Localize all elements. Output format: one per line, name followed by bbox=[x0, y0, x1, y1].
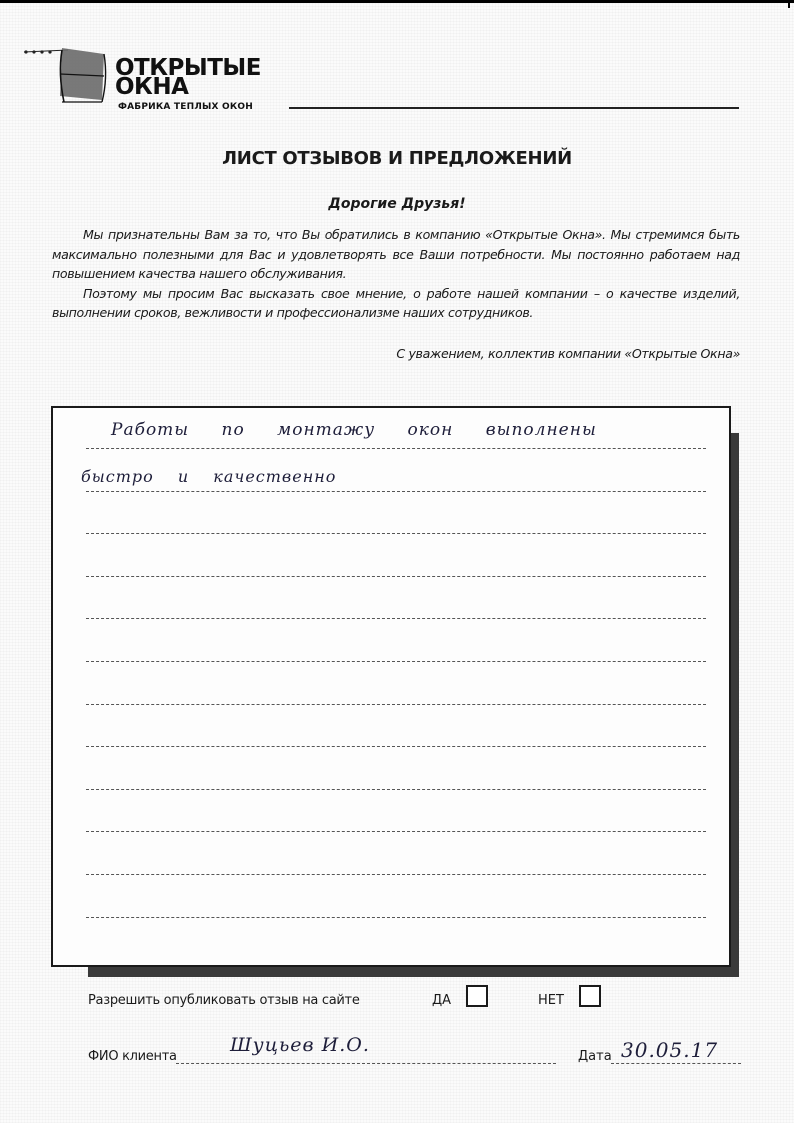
feedback-ruled-line bbox=[86, 917, 706, 918]
date-underline bbox=[611, 1063, 741, 1064]
intro-text bbox=[52, 225, 740, 323]
feedback-ruled-line bbox=[86, 789, 706, 790]
feedback-text-line[interactable]: быстро и качественно bbox=[81, 466, 337, 486]
no-label: НЕТ bbox=[538, 993, 564, 1008]
page-title: ЛИСТ ОТЗЫВОВ И ПРЕДЛОЖЕНИЙ bbox=[222, 148, 572, 169]
publish-consent-label: Разрешить опубликовать отзыв на сайте bbox=[88, 993, 360, 1008]
feedback-text-line[interactable]: Работы по монтажу окон выполнены bbox=[111, 420, 597, 440]
feedback-ruled-line bbox=[86, 746, 706, 747]
feedback-box[interactable] bbox=[51, 406, 731, 967]
feedback-ruled-line bbox=[86, 618, 706, 619]
window-logo-icon bbox=[22, 44, 112, 104]
feedback-ruled-line bbox=[86, 576, 706, 577]
yes-label: ДА bbox=[432, 993, 452, 1008]
client-name-field[interactable]: Шуцьев И.О. bbox=[230, 1034, 370, 1056]
client-name-label: ФИО клиента bbox=[88, 1049, 177, 1064]
feedback-ruled-line bbox=[86, 491, 706, 492]
scan-edge-mark bbox=[788, 0, 790, 8]
feedback-ruled-line bbox=[86, 704, 706, 705]
intro-paragraph-1: Мы признательны Вам за то, что Вы обратились в компанию «Открытые Окна». Мы стремимся быть максимально полезными для Вас и удовлетворять все Ваши потребности. Мы постоянно работаем над повышением качества нашего обслуживания. bbox=[52, 227, 740, 281]
logo-tagline: ФАБРИКА ТЕПЛЫХ ОКОН bbox=[118, 102, 254, 112]
company-logo bbox=[22, 44, 282, 114]
feedback-ruled-line bbox=[86, 448, 706, 449]
date-field[interactable]: 30.05.17 bbox=[621, 1038, 719, 1062]
date-label: Дата bbox=[578, 1049, 612, 1064]
feedback-ruled-line bbox=[86, 831, 706, 832]
header-divider bbox=[289, 107, 739, 109]
feedback-ruled-line bbox=[86, 533, 706, 534]
client-name-underline bbox=[176, 1063, 556, 1064]
publish-yes-checkbox[interactable] bbox=[466, 985, 488, 1007]
scan-top-edge bbox=[0, 0, 794, 3]
greeting: Дорогие Друзья! bbox=[328, 196, 466, 212]
publish-no-checkbox[interactable] bbox=[579, 985, 601, 1007]
logo-wordmark-line2: ОКНА bbox=[115, 74, 189, 100]
intro-paragraph-2: Поэтому мы просим Вас высказать свое мнение, о работе нашей компании – о качестве изделий, выполнении сроков, вежливости и профессионализме наших сотрудников. bbox=[52, 285, 740, 320]
feedback-ruled-line bbox=[86, 874, 706, 875]
signoff: С уважением, коллектив компании «Открытые Окна» bbox=[396, 346, 740, 361]
feedback-ruled-line bbox=[86, 661, 706, 662]
logo-wordmark-line1: ОТКРЫТЫЕ bbox=[115, 55, 261, 81]
